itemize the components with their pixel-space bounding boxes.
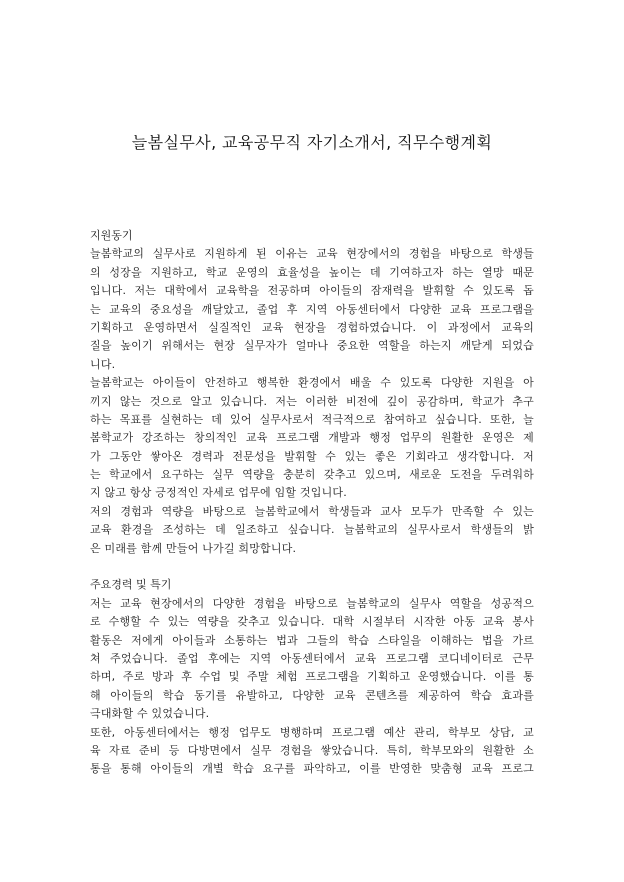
section-heading: 주요경력 및 특기 — [90, 578, 172, 592]
text-line: 입니다. 저는 대학에서 교육학을 전공하며 아이들의 잠재력을 발휘할 수 있도록 돕 — [90, 284, 534, 298]
text-line: 지 않고 항상 긍정적인 자세로 업무에 임할 것입니다. — [90, 486, 347, 500]
text-line: 니다. — [90, 357, 116, 371]
text-line: 통을 통해 아이들의 개별 학습 요구를 파악하고, 이를 반영한 맞춤형 교육 프로그 — [90, 762, 534, 776]
text-line: 로 수행할 수 있는 역량을 갖추고 있습니다. 대학 시절부터 시작한 아동 교육 봉사 — [90, 615, 534, 629]
text-line: 또한, 아동센터에서는 행정 업무도 병행하며 프로그램 예산 관리, 학부모 상담, 교 — [90, 725, 534, 739]
text-line: 질을 높이기 위해서는 현장 실무자가 얼마나 중요한 역할을 하는지 깨닫게 되었습 — [90, 339, 534, 353]
text-line: 하는 목표를 실현하는 데 있어 실무사로서 적극적으로 참여하고 싶습니다. 또한, 늘 — [90, 412, 534, 426]
motivation-section — [90, 227, 534, 558]
text-line: 하며, 주로 방과 후 수업 및 주말 체험 프로그램을 기획하고 운영했습니다. 이를 통 — [90, 670, 534, 684]
text-line: 봄학교가 강조하는 창의적인 교육 프로그램 개발과 행정 업무의 원활한 운영은 제 — [90, 431, 534, 445]
text-line: 저는 교육 현장에서의 다양한 경험을 바탕으로 늘봄학교의 실무사 역할을 성공적으 — [90, 596, 534, 610]
document-title: 늘봄실무사, 교육공무직 자기소개서, 직무수행계획 — [131, 133, 493, 152]
text-line: 저의 경험과 역량을 바탕으로 늘봄학교에서 학생들과 교사 모두가 만족할 수 있는 — [90, 504, 534, 518]
text-line: 쳐 주었습니다. 졸업 후에는 지역 아동센터에서 교육 프로그램 코디네이터로 근무 — [90, 651, 534, 665]
text-line: 늘봄학교는 아이들이 안전하고 행복한 환경에서 배울 수 있도록 다양한 지원을 아 — [90, 376, 534, 390]
text-line: 늘봄학교의 실무사로 지원하게 된 이유는 교육 현장에서의 경험을 바탕으로 학생들 — [90, 247, 534, 261]
text-line: 극대화할 수 있었습니다. — [90, 707, 210, 721]
text-line: 활동은 저에게 아이들과 소통하는 법과 그들의 학습 스타일을 이해하는 법을 가르 — [90, 633, 534, 647]
section-heading: 지원동기 — [90, 229, 133, 242]
text-line: 육 자료 준비 등 다방면에서 실무 경험을 쌓았습니다. 특히, 학부모와의 원활한 소 — [90, 743, 534, 757]
paragraph — [90, 245, 534, 374]
text-line: 의 성장을 지원하고, 학교 운영의 효율성을 높이는 데 기여하고자 하는 열망 때문 — [90, 265, 534, 279]
text-line: 교육 환경을 조성하는 데 일조하고 싶습니다. 늘봄학교의 실무사로서 학생들의 밝 — [90, 523, 534, 537]
text-line: 은 미래를 함께 만들어 나가길 희망합니다. — [90, 541, 297, 555]
paragraph — [90, 374, 534, 503]
document-body — [90, 227, 534, 779]
text-line: 가 그동안 쌓아온 경력과 전문성을 발휘할 수 있는 좋은 기회라고 생각합니다. 저 — [90, 449, 534, 463]
experience-section — [90, 576, 534, 778]
text-line: 해 아이들의 학습 동기를 유발하고, 다양한 교육 콘텐츠를 제공하여 학습 효과를 — [90, 688, 534, 702]
paragraph — [90, 724, 534, 779]
text-line: 끼지 않는 것으로 알고 있습니다. 저는 이러한 비전에 깊이 공감하며, 학교가 추구 — [90, 394, 534, 408]
text-line: 는 교육의 중요성을 깨달았고, 졸업 후 지역 아동센터에서 다양한 교육 프로그램을 — [90, 302, 534, 316]
text-line: 기획하고 운영하면서 실질적인 교육 현장을 경험하였습니다. 이 과정에서 교육의 — [90, 320, 534, 334]
paragraph — [90, 503, 534, 558]
paragraph — [90, 595, 534, 724]
text-line: 는 학교에서 요구하는 실무 역량을 충분히 갖추고 있으며, 새로운 도전을 두려워하 — [90, 468, 534, 482]
